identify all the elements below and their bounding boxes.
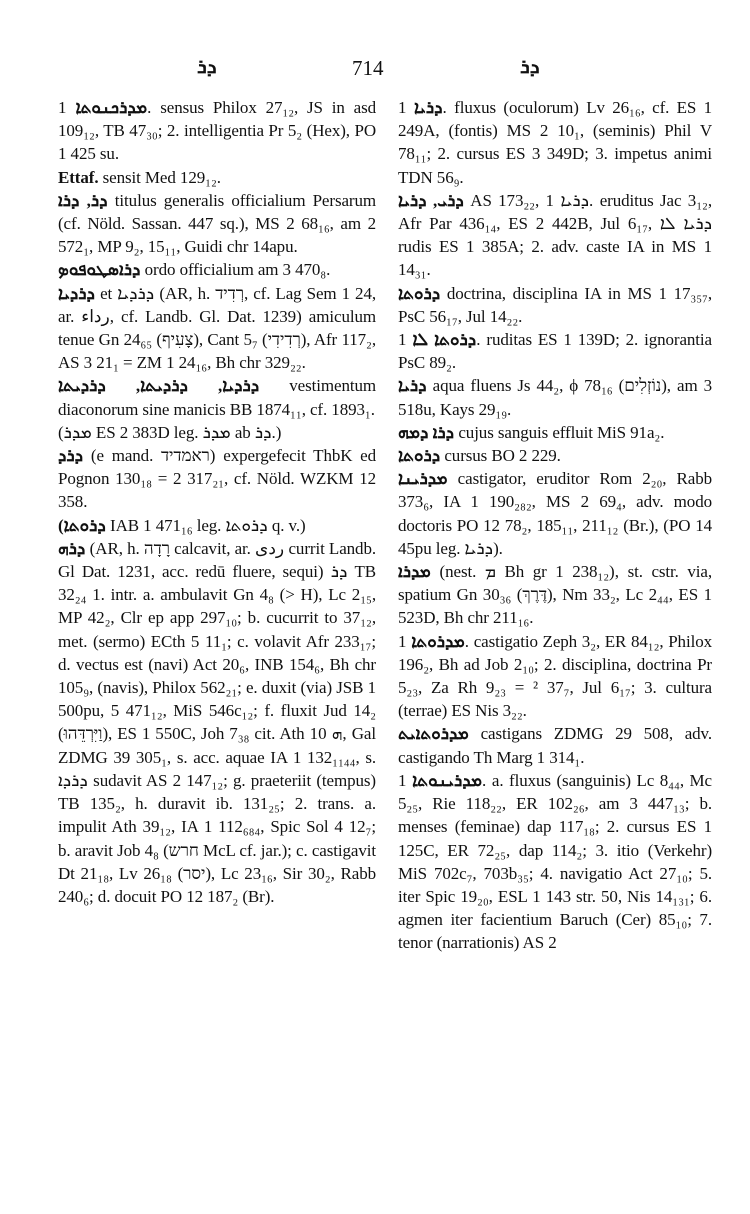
dictionary-entry <box>398 374 712 420</box>
page-number: 714 <box>352 56 384 80</box>
entry-headword: ܕܪܕܝܐ, ܕܪܕܝܬܐ, ܕܪܕܝܬܐ <box>58 376 260 396</box>
left-column <box>58 96 376 908</box>
entry-text: ordo officialium am 3 470₈. <box>140 260 331 280</box>
dictionary-entry <box>58 444 376 514</box>
entry-headword: ܕܪܐ ܕܡܗ <box>398 422 455 442</box>
entry-text: et ܕܪܕܝܐ (AR, h. רְדִיד, cf. Lag Sem 1 24, ar. رداء, cf. Landb. Gl. Dat. 1239) amiculum tenue Gn 24₆₅ (צָעִיף), Cant 5₇ (רְדִידִי), Afr 117₂, AS 3 21₁ = ZM 1 24₁₆, Bh chr 329₂₂. <box>58 283 377 373</box>
dictionary-entry <box>58 282 376 375</box>
entry-headword: ܕܪܝ, ܕܪܝܐ <box>398 190 464 210</box>
entry-text: titulus generalis officialium Persarum (cf. Nöld. Sassan. 447 sq.), MS 2 68₁₆, am 2 572₁, MP 9₂, 15₁₁, Guidi chr 14apu. <box>58 190 376 257</box>
dictionary-entry <box>398 722 712 768</box>
entry-text: 1. fluxus (oculorum) Lv 26₁₆, cf. ES 1 249A, (fontis) MS 2 10₁, (seminis) Phil V 78₁₁; 2. cursus ES 3 349D; 3. impetus animi TDN 56₉. <box>398 98 713 187</box>
running-head-right: ܕܪ <box>520 56 540 78</box>
entry-headword: ܡܕܪܘܬܐܝܬ <box>398 724 469 744</box>
entry-text: castigans ZDMG 29 508, adv. castigando Th Marg 1 314₁. <box>398 724 712 767</box>
dictionary-entry <box>58 96 376 166</box>
entry-headword: ܕܪܗ <box>58 538 86 558</box>
dictionary-entry <box>398 421 712 444</box>
entry-headword: ܕܪܘܬܐ <box>398 446 441 466</box>
right-column <box>398 96 712 955</box>
entry-headword: ܡܕܪܝܢܐ <box>398 469 448 489</box>
entry-text: (nest. ܡ Bh gr 1 238₁₂), st. cstr. via, spatium Gn 30₃₆ (דֶּרֶךְ), Nm 33₂, Lc 2₄₄, ES 1 523D, Bh chr 211₁₆. <box>398 562 713 628</box>
entry-headword: ܕܪܕ <box>58 446 84 466</box>
entry-headword: ܡܕܪܐ <box>398 562 431 582</box>
dictionary-entry <box>58 421 376 444</box>
entry-headword: ܡܕܪܝܢܘܬܐ <box>412 770 482 790</box>
dictionary-entry <box>398 189 712 282</box>
entry-text: (AR, h. רָדָה calcavit, ar. ردى currit Landb. Gl Dat. 1231, acc. redū fluere, sequi) ܕܪ TB 32₂₄ 1. intr. a. ambulavit Gn 4₈ (> H), Lc 2₁₅, MP 42₂, Clr ep app 297₁₀; b. cucurrit to 37₁₂, met. (sermo) ECth 5 11₁; c. volavit Afr 233₁₇; d. vectus est (navi) Act 20₆, INB 154₆, Bh chr 105₉, (navis), Philox 562₂₁; e. duxit (via) JSB 1 500pu, 5 471₁₂, MiS 546c₁₂; f. fluxit Jud 14₂ (וַיִּרְדֵּהוּ), ES 1 550C, Joh 7₃₈ cit. Ath ܗ 10, Gal ZDMG 39 305₁, s. acc. aquae IA 1 132₁₁₄₄, s. ܕܪܕܐ sudavit AS 2 147₁₂; g. praeteriit (tempus) TB 135₂, h. duravit ib. 131₂₅; 2. trans. a. impulit Ath 39₁₂, IA 1 112₆₈₄, Spic Sol 4 12₇; b. aravit Job 4₈ (חרש McL cf. jar.); c. castigavit Dt 21₁₈, Lv 26₁₈ (יסר), Lc 23₁₆, Sir 30₂, Rabb 240₆; d. docuit PO 12 187₂ (Br). <box>58 538 377 906</box>
entry-text: 1. castigatio Zeph 3₂, ER 84₁₂, Philox 196₂, Bh ad Job 2₁₀; 2. disciplina, doctrina Pr 5₂₃, Za Rh 9₂₃ = ² 37₇, Jul 6₁₇; 3. cultura (terrae) ES Nis 3₂₂. <box>398 631 713 721</box>
entry-headword: (ܕܪܘܬܐ <box>58 515 106 535</box>
entry-text: vestimentum diaconorum sine manicis BB 1874₁₁, cf. 1893₁. <box>58 376 376 419</box>
entry-text: 1. sensus Philox 27₁₂, JS in asd 109₁₂, TB 47₃₀; 2. intelligentia Pr 5₂ (Hex), PO 1 425 su. <box>58 98 377 164</box>
dictionary-entry <box>58 537 376 908</box>
entry-headword: ܕܪ, ܕܪܐ <box>58 190 108 210</box>
dictionary-entry <box>398 96 712 189</box>
entry-headword: Ettaf. <box>58 167 99 187</box>
entry-headword: ܕܪܘܬܐ <box>398 283 441 303</box>
entry-text: IAB 1 471₁₆ leg. ܕܪܘܬܐ q. v.) <box>105 515 306 535</box>
dictionary-entry <box>398 282 712 328</box>
entry-headword: ܕܪܝܐ <box>398 376 427 396</box>
page-header <box>0 56 750 84</box>
entry-text: 1. ruditas ES 1 139D; 2. ignorantia PsC 89₂. <box>398 330 712 373</box>
entry-headword: ܡܕܪܘܬܐ <box>411 631 465 651</box>
entry-text: AS 173₂₂, ܕܪܝܐ 1. eruditus Jac 3₁₂, Afr Par 436₁₄, ES 2 442B, Jul 6₁₇, ܕܪܝܐ ܠܐ rudis ES 1 385A; 2. adv. caste IA in MS 1 14₃₁. <box>398 190 712 280</box>
entry-text: sensit Med 129₁₂. <box>98 167 221 187</box>
entry-headword: ܕܪܕܝܐ <box>58 283 95 303</box>
dictionary-entry <box>58 374 376 420</box>
dictionary-entry <box>398 769 712 955</box>
running-head-left: ܕܪ <box>197 56 217 78</box>
entry-headword: ܕܪܐܣܛܘܦܘܤ <box>58 260 141 280</box>
dictionary-entry <box>398 560 712 630</box>
entry-text: castigator, eruditor Rom 2₂₀, Rabb 373₆, IA 1 190₂₈₂, MS 2 69₄, adv. modo doctoris PO 12 78₂, 185₁₁, 211₁₂ (Br.), (PO 14 45pu leg. ܕܪܝܐ). <box>398 469 712 558</box>
dictionary-entry <box>398 444 712 467</box>
entry-headword: ܡܕܪܟܢܘܬܐ <box>75 98 148 117</box>
dictionary-entry <box>58 258 376 281</box>
dictionary-entry <box>398 467 712 560</box>
entry-text: cursus BO 2 229. <box>440 446 561 466</box>
entry-headword: ܕܪܘܬܐ ܠܐ <box>412 330 477 350</box>
dictionary-entry <box>58 514 376 537</box>
entry-text: 1. a. fluxus (sanguinis) Lc 8₄₄, Mc 5₂₅, Rie 118₂₂, ER 102₂₆, am 3 447₁₃; b. menses (feminae) dap 117₁₈; 2. cursus ES 1 125C, ER 72₂₅, dap 114₂; 3. itio (Verkehr) MiS 702c₇, 703b₃₅; 4. navigatio Act 27₁₀; 5. iter Spic 19₂₀, ESL 1 143 str. 50, Nis 14₁₃₁; 6. agmen iter facientium Baruch (Cer) 85₁₀; 7. tenor (narrationis) AS 2 <box>398 770 712 953</box>
dictionary-entry <box>398 328 712 374</box>
entry-text: aqua fluens Js 44₂, ϕ 78₁₆ (נוֹזְלִים), am 3 518u, Kays 29₁₉. <box>398 376 712 419</box>
entry-headword: ܕܪܝܐ <box>413 98 443 117</box>
dictionary-entry <box>58 189 376 259</box>
entry-text: (ܡܕܪ ES 2 383D leg. ܡܕܪ ab ܕܪ.) <box>58 422 282 442</box>
dictionary-entry <box>398 630 712 723</box>
entry-text: (e mand. ראמדיד) expergefecit ThbK ed Pognon 130₁₈ = 2 317₂₁, cf. Nöld. WZKM 12 358. <box>58 446 376 512</box>
dictionary-entry <box>58 166 376 189</box>
entry-text: doctrina, disciplina IA in MS 1 17₃₅₇, PsC 56₁₇, Jul 14₂₂. <box>398 283 712 326</box>
entry-text: cujus sanguis effluit MiS 91a₂. <box>454 422 665 442</box>
